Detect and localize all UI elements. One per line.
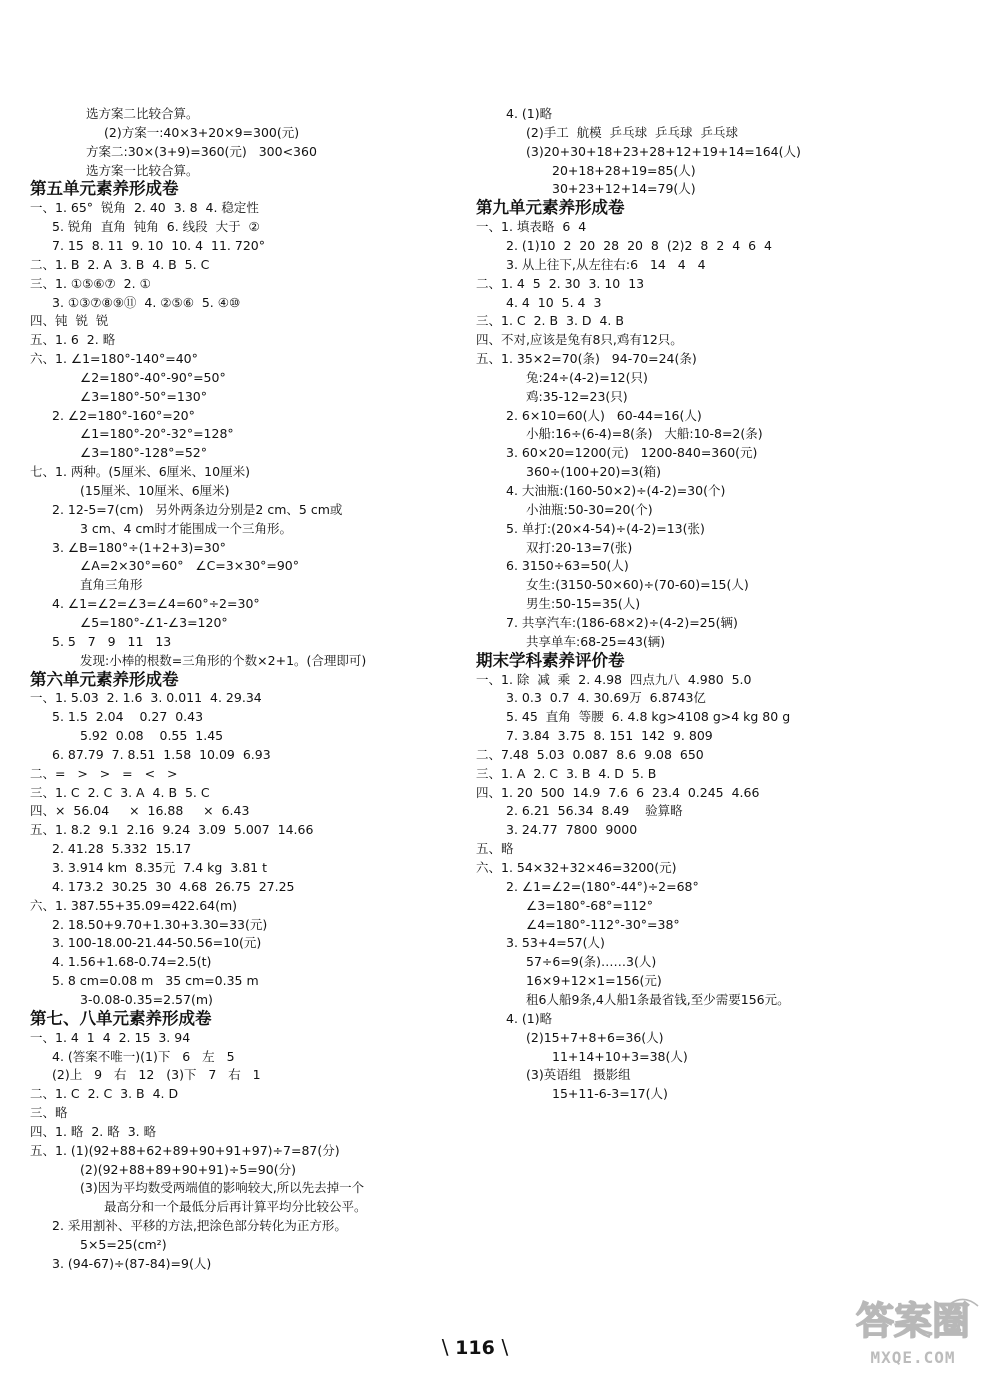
answer-line: 20+18+28+19=85(人)	[552, 162, 696, 178]
answer-line: 3. (94-67)÷(87-84)=9(人)	[52, 1255, 212, 1271]
answer-line: 3. 53+4=57(人)	[506, 935, 605, 951]
answer-line: (2)手工 航模 乒乓球 乒乓球 乒乓球	[526, 124, 738, 140]
answer-line: 三、略	[30, 1105, 68, 1121]
answer-line: 三、1. C 2. B 3. D 4. B	[476, 313, 624, 329]
page-number-value: 116	[455, 1337, 495, 1359]
answer-line: 3. ∠B=180°÷(1+2+3)=30°	[52, 539, 226, 555]
answer-line: 3. 0.3 0.7 4. 30.69万 6.8743亿	[506, 690, 706, 706]
answer-line: 4. ∠1=∠2=∠3=∠4=60°÷2=30°	[52, 596, 260, 612]
answer-line: 4. 大油瓶:(160-50×2)÷(4-2)=30(个)	[506, 483, 726, 498]
answer-line: 一、1. 65° 锐角 2. 40 3. 8 4. 稳定性	[30, 200, 259, 216]
section-heading: 第七、八单元素养形成卷	[30, 1008, 212, 1028]
answer-line: 五、略	[476, 841, 514, 857]
answer-line: 7. 共享汽车:(186-68×2)÷(4-2)=25(辆)	[506, 614, 738, 630]
answer-line: 女生:(3150-50×60)÷(70-60)=15(人)	[526, 577, 749, 593]
answer-line: 三、1. A 2. C 3. B 4. D 5. B	[476, 765, 657, 781]
answer-line: 五、1. 35×2=70(条) 94-70=24(条)	[476, 351, 697, 367]
answer-line: 2. (1)10 2 20 28 20 8 (2)2 8 2 4 6 4	[506, 237, 772, 253]
answer-line: 小油瓶:50-30=20(个)	[526, 501, 653, 517]
section-heading: 第九单元素养形成卷	[476, 198, 625, 218]
answer-line: 五、1. (1)(92+88+62+89+90+91+97)÷7=87(分)	[30, 1142, 340, 1158]
answer-line: 五、1. 6 2. 略	[30, 332, 116, 348]
answer-line: 57÷6=9(条)……3(人)	[526, 954, 657, 970]
answer-line: 一、1. 4 1 4 2. 15 3. 94	[30, 1029, 191, 1045]
answer-line: 四、钝 锐 锐	[30, 313, 109, 329]
section-heading: 第六单元素养形成卷	[30, 669, 179, 689]
answer-line: 3. 3.914 km 8.35元 7.4 kg 3.81 t	[52, 860, 267, 875]
answer-line: 方案二:30×(3+9)=360(元) 300<360	[86, 143, 317, 159]
watermark	[838, 1290, 988, 1380]
answer-line: (2)(92+88+89+90+91)÷5=90(分)	[80, 1161, 296, 1177]
answer-line: 2. 6×10=60(人) 60-44=16(人)	[506, 407, 702, 423]
answer-line: 5. 单打:(20×4-54)÷(4-2)=13(张)	[506, 520, 705, 536]
page-number-left-mark: \	[441, 1335, 449, 1359]
answer-line: (15厘米、10厘米、6厘米)	[80, 483, 230, 498]
answer-line: (3)因为平均数受两端值的影响较大,所以先去掉一个	[80, 1180, 365, 1196]
answer-line: (2)上 9 右 12 (3)下 7 右 1	[52, 1067, 261, 1083]
answer-line: ∠5=180°-∠1-∠3=120°	[80, 614, 228, 630]
answer-line: 3 cm、4 cm时才能围成一个三角形。	[80, 520, 292, 536]
answer-line: 二、1. C 2. C 3. B 4. D	[30, 1086, 179, 1102]
answer-line: 5. 8 cm=0.08 m 35 cm=0.35 m	[52, 973, 259, 989]
answer-line: 六、1. ∠1=180°-140°=40°	[30, 351, 198, 367]
answer-line: 5. 1.5 2.04 0.27 0.43	[52, 709, 204, 725]
answer-line: 双打:20-13=7(张)	[526, 539, 633, 555]
section-heading: 第五单元素养形成卷	[30, 179, 179, 199]
answer-line: 3. 24.77 7800 9000	[506, 822, 638, 838]
answer-line: ∠4=180°-112°-30°=38°	[526, 916, 680, 932]
answer-line: 3. 60×20=1200(元) 1200-840=360(元)	[506, 445, 758, 461]
answer-line: 3. 100-18.00-21.44-50.56=10(元)	[52, 935, 262, 951]
answer-line: 3. ①③⑦⑧⑨⑪ 4. ②⑤⑥ 5. ④⑩	[52, 294, 241, 310]
answer-line: 11+14+10+3=38(人)	[552, 1048, 688, 1064]
answer-line: 六、1. 54×32+32×46=3200(元)	[476, 860, 677, 875]
answer-line: 选方案一比较合算。	[86, 162, 199, 178]
answer-line: (3)英语组 摄影组	[526, 1067, 631, 1083]
answer-line: 4. (答案不唯一)(1)下 6 左 5	[52, 1048, 235, 1064]
answer-line: 发现:小棒的根数=三角形的个数×2+1。(合理即可)	[80, 652, 367, 668]
watermark-logo-text: 答案圈	[855, 1299, 971, 1343]
answer-line: 4. (1)略	[506, 106, 553, 121]
answer-line: 4. 4 10 5. 4 3	[506, 294, 602, 310]
answer-line: ∠2=180°-40°-90°=50°	[80, 369, 226, 385]
answer-line: 七、1. 两种。(5厘米、6厘米、10厘米)	[30, 464, 250, 480]
answer-line: 4. (1)略	[506, 1010, 553, 1026]
answer-line: 5×5=25(cm²)	[80, 1237, 167, 1252]
answer-line: ∠3=180°-128°=52°	[80, 445, 207, 461]
answer-line: 2. 18.50+9.70+1.30+3.30=33(元)	[52, 916, 268, 932]
answer-line: 二、1. 4 5 2. 30 3. 10 13	[476, 275, 645, 291]
answer-line: 男生:50-15=35(人)	[526, 596, 641, 612]
answer-line: 5.92 0.08 0.55 1.45	[80, 728, 224, 744]
page-number	[420, 1335, 530, 1359]
answer-line: 一、1. 5.03 2. 1.6 3. 0.011 4. 29.34	[30, 690, 262, 706]
answer-line: 30+23+12+14=79(人)	[552, 181, 696, 197]
answer-line: 6. 3150÷63=50(人)	[506, 558, 629, 574]
answer-line: 鸡:35-12=23(只)	[526, 388, 628, 404]
answer-line: 三、1. C 2. C 3. A 4. B 5. C	[30, 784, 210, 800]
answer-line: 2. ∠1=∠2=(180°-44°)÷2=68°	[506, 878, 699, 894]
answer-line: 直角三角形	[80, 577, 143, 593]
answer-line: 7. 3.84 3.75 8. 151 142 9. 809	[506, 728, 713, 744]
answer-line: 二、7.48 5.03 0.087 8.6 9.08 650	[476, 746, 704, 762]
answer-line: 15+11-6-3=17(人)	[552, 1086, 668, 1102]
answer-line: 16×9+12×1=156(元)	[526, 973, 662, 989]
answer-line: 一、1. 除 减 乘 2. 4.98 四点九八 4.980 5.0	[476, 671, 752, 687]
answer-line: 5. 锐角 直角 钝角 6. 线段 大于 ②	[52, 219, 260, 235]
watermark-logo	[838, 1290, 988, 1350]
answer-line: 5. 5 7 9 11 13	[52, 633, 172, 649]
answer-line: 兔:24÷(4-2)=12(只)	[526, 369, 648, 385]
answer-line: 2. 12-5=7(cm) 另外两条边分别是2 cm、5 cm或	[52, 501, 343, 517]
section-heading: 期末学科素养评价卷	[476, 650, 625, 670]
answer-line: ∠1=180°-20°-32°=128°	[80, 426, 234, 442]
answer-line: 二、= > > = < >	[30, 765, 178, 781]
answer-line: 2. ∠2=180°-160°=20°	[52, 407, 195, 423]
watermark-site: MXQE.COM	[870, 1348, 956, 1367]
answer-line: 3-0.08-0.35=2.57(m)	[80, 991, 213, 1007]
answer-line: (2)15+7+8+6=36(人)	[526, 1029, 664, 1045]
answer-line: 3. 从上往下,从左往右:6 14 4 4	[506, 256, 706, 272]
answer-line: 三、1. ①⑤⑥⑦ 2. ①	[30, 275, 151, 291]
answer-line: 2. 6.21 56.34 8.49 验算略	[506, 803, 683, 819]
answer-line: 四、× 56.04 × 16.88 × 6.43	[30, 803, 250, 819]
answer-line: 360÷(100+20)=3(箱)	[526, 464, 662, 480]
answer-line: 六、1. 387.55+35.09=422.64(m)	[30, 897, 238, 913]
answer-line: 选方案二比较合算。	[86, 106, 199, 121]
answer-line: 小船:16÷(6-4)=8(条) 大船:10-8=2(条)	[526, 426, 763, 442]
answer-line: 四、不对,应该是兔有8只,鸡有12只。	[476, 332, 683, 348]
answer-line: 5. 45 直角 等腰 6. 4.8 kg>4108 g>4 kg 80 g	[506, 709, 791, 725]
answer-line: ∠3=180°-68°=112°	[526, 897, 653, 913]
answer-line: 2. 41.28 5.332 15.17	[52, 841, 192, 857]
answer-line: 二、1. B 2. A 3. B 4. B 5. C	[30, 256, 210, 272]
answer-line: 最高分和一个最低分后再计算平均分比较公平。	[104, 1199, 367, 1215]
answer-line: 五、1. 8.2 9.1 2.16 9.24 3.09 5.007 14.66	[30, 822, 314, 838]
answer-line: 一、1. 填表略 6 4	[476, 219, 587, 235]
answer-line: 四、1. 略 2. 略 3. 略	[30, 1123, 157, 1139]
answer-line: ∠3=180°-50°=130°	[80, 388, 207, 404]
answer-line: 6. 87.79 7. 8.51 1.58 10.09 6.93	[52, 746, 271, 762]
answer-line: 4. 1.56+1.68-0.74=2.5(t)	[52, 954, 212, 970]
answer-line: ∠A=2×30°=60° ∠C=3×30°=90°	[80, 558, 299, 574]
answer-line: (3)20+30+18+23+28+12+19+14=164(人)	[526, 143, 801, 159]
answer-line: 2. 采用割补、平移的方法,把涂色部分转化为正方形。	[52, 1218, 347, 1234]
page-number-right-mark: \	[501, 1335, 509, 1359]
answer-line: (2)方案一:40×3+20×9=300(元)	[104, 124, 300, 140]
answer-line: 四、1. 20 500 14.9 7.6 6 23.4 0.245 4.66	[476, 784, 760, 800]
answer-line: 4. 173.2 30.25 30 4.68 26.75 27.25	[52, 878, 295, 894]
answer-line: 7. 15 8. 11 9. 10 10. 4 11. 720°	[52, 237, 265, 253]
answer-line: 租6人船9条,4人船1条最省钱,至少需要156元。	[526, 991, 790, 1007]
answer-line: 共享单车:68-25=43(辆)	[526, 633, 666, 649]
